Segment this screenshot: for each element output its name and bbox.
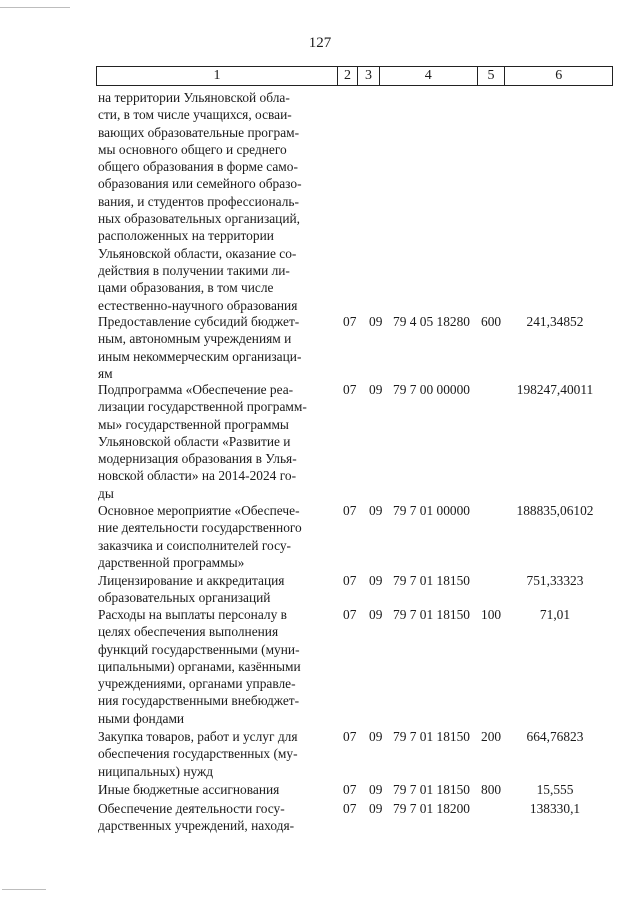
description-line: ципальными) органами, казёнными bbox=[98, 658, 301, 674]
row-amount: 15,555 bbox=[536, 782, 574, 797]
target-article-code: 79 7 01 18150 bbox=[393, 573, 470, 588]
section-code: 07 bbox=[343, 801, 357, 816]
section-code: 07 bbox=[343, 782, 357, 797]
column-header-4: 4 bbox=[380, 67, 478, 85]
description-line: ния государственными внебюджет- bbox=[98, 693, 300, 709]
subsection-code: 09 bbox=[369, 782, 383, 797]
scan-artifact bbox=[2, 889, 46, 890]
description-line: дарственной программы» bbox=[98, 554, 245, 570]
subsection-code: 09 bbox=[369, 729, 383, 744]
target-article-code: 79 7 01 18150 bbox=[393, 607, 470, 622]
column-header-3: 3 bbox=[358, 67, 380, 85]
subsection-code: 09 bbox=[369, 607, 383, 622]
description-line: заказчика и соисполнителей госу- bbox=[98, 537, 291, 553]
description-line: мы» государственной программы bbox=[98, 416, 289, 432]
row-description bbox=[98, 606, 332, 727]
row-amount: 198247,40011 bbox=[516, 382, 594, 397]
description-line: на территории Ульяновской обла- bbox=[98, 90, 290, 105]
row-description bbox=[98, 572, 332, 607]
description-line: Подпрограмма «Обеспечение реа- bbox=[98, 382, 294, 397]
target-article-code: 79 7 01 18150 bbox=[393, 729, 470, 744]
column-header-2: 2 bbox=[338, 67, 358, 85]
description-line: образовательных организаций bbox=[98, 590, 271, 606]
expense-type-code: 200 bbox=[481, 729, 502, 744]
column-header-6: 6 bbox=[555, 68, 563, 83]
row-amount: 71,01 bbox=[539, 607, 571, 622]
description-line: ных образовательных организаций, bbox=[98, 211, 301, 227]
description-line: целях обеспечения выполнения bbox=[98, 624, 279, 640]
target-article-code: 79 7 00 00000 bbox=[393, 382, 470, 397]
row-description bbox=[98, 313, 332, 382]
description-line: Расходы на выплаты персоналу в bbox=[98, 607, 287, 622]
description-line: дарственных учреждений, находя- bbox=[98, 818, 295, 834]
subsection-code: 09 bbox=[369, 801, 383, 816]
description-line: образования или семейного образо- bbox=[98, 176, 302, 192]
expense-type-code: 100 bbox=[481, 607, 502, 622]
section-code: 07 bbox=[343, 314, 357, 329]
description-line: общего образования в форме само- bbox=[98, 159, 298, 175]
description-line: модернизация образования в Улья- bbox=[98, 451, 297, 467]
description-line: мы основного общего и среднего bbox=[98, 141, 287, 157]
expense-type-code: 600 bbox=[481, 314, 502, 329]
description-line: учреждениями, органами управле- bbox=[98, 676, 296, 692]
row-description bbox=[98, 728, 332, 780]
description-line: иным некоммерческим организаци- bbox=[98, 348, 302, 364]
row-amount: 188835,06102 bbox=[516, 503, 594, 518]
description-line: вания, и студентов профессиональ- bbox=[98, 193, 299, 209]
subsection-code: 09 bbox=[369, 382, 383, 397]
expense-type-code: 800 bbox=[481, 782, 502, 797]
description-line: сти, в том числе учащихся, осваи- bbox=[98, 107, 292, 123]
description-line: Закупка товаров, работ и услуг для bbox=[98, 729, 298, 744]
description-line: Ульяновской области «Развитие и bbox=[98, 433, 291, 449]
subsection-code: 09 bbox=[369, 503, 383, 518]
row-description bbox=[98, 781, 332, 798]
description-line: ям bbox=[98, 365, 113, 381]
description-line: новской области» на 2014-2024 го- bbox=[98, 468, 297, 484]
section-code: 07 bbox=[343, 729, 357, 744]
row-description bbox=[98, 89, 332, 314]
description-line: ние деятельности государственного bbox=[98, 520, 302, 536]
description-line: лизации государственной программ- bbox=[98, 399, 307, 415]
description-line: естественно-научного образования bbox=[98, 297, 298, 313]
description-line: Иные бюджетные ассигнования bbox=[98, 782, 280, 797]
row-description bbox=[98, 502, 332, 571]
row-amount: 241,34852 bbox=[526, 314, 584, 329]
description-line: Лицензирование и аккредитация bbox=[98, 573, 285, 588]
description-line: ными фондами bbox=[98, 710, 185, 726]
scan-artifact bbox=[0, 7, 70, 8]
description-line: Предоставление субсидий бюджет- bbox=[98, 314, 300, 329]
description-line: Обеспечение деятельности госу- bbox=[98, 801, 285, 816]
row-amount: 664,76823 bbox=[526, 729, 584, 744]
target-article-code: 79 7 01 18150 bbox=[393, 782, 470, 797]
description-line: обеспечения государственных (му- bbox=[98, 746, 298, 762]
description-line: действия в получении такими ли- bbox=[98, 262, 290, 278]
description-line: ниципальных) нужд bbox=[98, 763, 214, 779]
description-line: цами образования, в том числе bbox=[98, 280, 274, 296]
description-line: расположенных на территории bbox=[98, 228, 274, 244]
target-article-code: 79 7 01 18200 bbox=[393, 801, 470, 816]
description-line: ды bbox=[98, 485, 114, 501]
row-amount: 138330,1 bbox=[529, 801, 581, 816]
subsection-code: 09 bbox=[369, 314, 383, 329]
row-description bbox=[98, 800, 332, 835]
description-line: ным, автономным учреждениям и bbox=[98, 331, 292, 347]
description-line: Ульяновской области, оказание со- bbox=[98, 245, 297, 261]
description-line: функций государственными (муни- bbox=[98, 641, 300, 657]
description-line: вающих образовательные програм- bbox=[98, 124, 300, 140]
column-header-1: 1 bbox=[97, 67, 338, 85]
section-code: 07 bbox=[343, 607, 357, 622]
row-description bbox=[98, 381, 332, 502]
subsection-code: 09 bbox=[369, 573, 383, 588]
section-code: 07 bbox=[343, 573, 357, 588]
section-code: 07 bbox=[343, 382, 357, 397]
description-line: Основное мероприятие «Обеспече- bbox=[98, 503, 300, 518]
target-article-code: 79 7 01 00000 bbox=[393, 503, 470, 518]
target-article-code: 79 4 05 18280 bbox=[393, 314, 470, 329]
column-header-row bbox=[96, 66, 613, 86]
row-amount: 751,33323 bbox=[526, 573, 584, 588]
column-header-5: 5 bbox=[478, 67, 506, 85]
section-code: 07 bbox=[343, 503, 357, 518]
page-number: 127 bbox=[308, 35, 332, 51]
